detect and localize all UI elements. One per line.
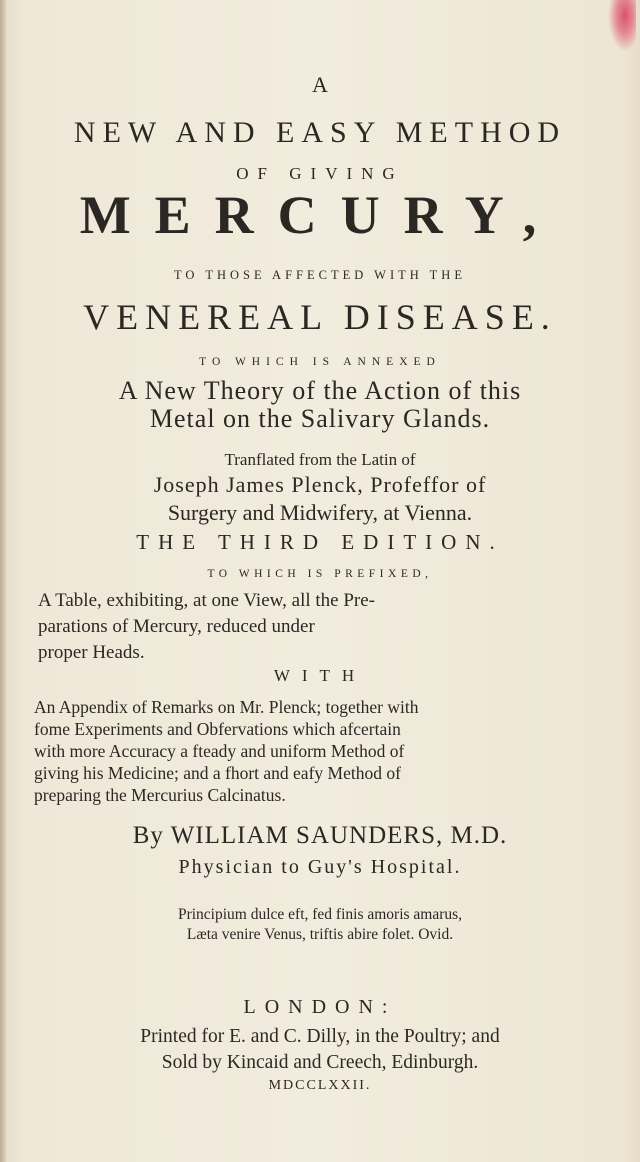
title-method: NEW AND EASY METHOD: [73, 116, 567, 149]
edition-line: THE THIRD EDITION.: [136, 530, 504, 554]
with-line: WITH: [273, 666, 367, 685]
author-saunders-line: By WILLIAM SAUNDERS, M.D.: [132, 822, 508, 849]
author-plenck-line: Joseph James Plenck, Profeffor of: [153, 472, 487, 497]
physician-line: Physician to Guy's Hospital.: [178, 856, 462, 878]
title-article: A: [312, 72, 328, 97]
motto-line: Principium dulce eft, fed finis amoris amarus,: [177, 906, 463, 923]
imprint-printed-line: Printed for E. and C. Dilly, in the Poultry; and: [140, 1026, 500, 1047]
appendix-line: giving his Medicine; and a fhort and eafy Method of: [34, 763, 401, 783]
appendix-description: [34, 696, 418, 806]
imprint-date: MDCCLXXII.: [268, 1078, 372, 1093]
table-description: [38, 588, 375, 666]
surgery-line: Surgery and Midwifery, at Vienna.: [167, 500, 473, 525]
subtitle-those-affected: TO THOSE AFFECTED WITH THE: [174, 268, 466, 282]
table-line: A Table, exhibiting, at one View, all the Pre-: [38, 590, 375, 611]
title-venereal-disease: VENEREAL DISEASE.: [83, 297, 557, 337]
prefixed-line: TO WHICH IS PREFIXED,: [207, 568, 433, 580]
appendix-line: with more Accuracy a fteady and uniform Method of: [34, 741, 405, 761]
table-line: proper Heads.: [38, 642, 145, 663]
appendix-line: fome Experiments and Obfervations which afcertain: [34, 719, 401, 739]
title-of-giving: OF GIVING: [236, 164, 404, 183]
red-stain-mark: [608, 0, 636, 52]
theory-line: A New Theory of the Action of this: [118, 376, 522, 405]
table-line: parations of Mercury, reduced under: [38, 616, 315, 637]
appendix-line: An Appendix of Remarks on Mr. Plenck; together with: [34, 697, 419, 717]
appendix-line: preparing the Mercurius Calcinatus.: [34, 785, 286, 805]
subtitle-annexed: TO WHICH IS ANNEXED: [199, 356, 441, 368]
imprint-city: LONDON:: [243, 996, 397, 1018]
metal-line: Metal on the Salivary Glands.: [149, 404, 491, 433]
motto-line: Læta venire Venus, triftis abire folet. Ovid.: [186, 926, 454, 943]
title-mercury: MERCURY,: [79, 185, 561, 245]
translated-line: Tranflated from the Latin of: [224, 450, 416, 469]
imprint-sold-line: Sold by Kincaid and Creech, Edinburgh.: [161, 1052, 479, 1073]
